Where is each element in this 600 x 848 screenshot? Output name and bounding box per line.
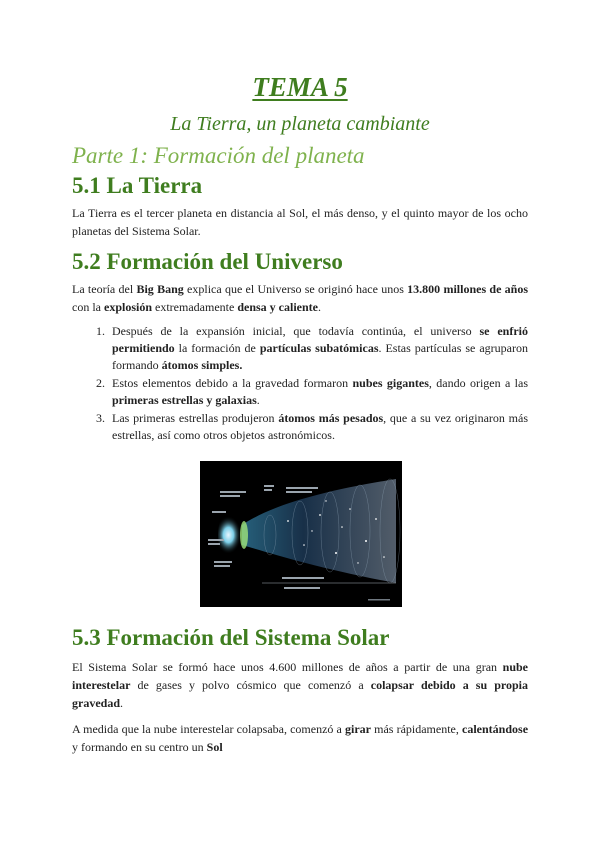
text-run: .: [317, 300, 321, 314]
bold-run: calentándose: [462, 722, 529, 736]
section-2-intro: [72, 280, 528, 316]
bold-run: Sol: [206, 740, 223, 754]
text-run: , que a su vez originaron más estrellas, así como otros objetos astronómicos.: [112, 411, 529, 442]
part-heading: Parte 1: Formación del planeta: [72, 143, 365, 168]
bold-run: átomos simples.: [161, 358, 243, 372]
section-3-paragraph-2: [72, 720, 528, 756]
text-run: Estos elementos debido a la gravedad formaron: [112, 376, 353, 390]
section-1-text: La Tierra es el tercer planeta en distancia al Sol, el más denso, y el quinto mayor de los ocho planetas del Sistema Solar.: [72, 206, 528, 238]
bold-run: girar: [345, 722, 371, 736]
bold-run: átomos más pesados: [278, 411, 384, 425]
bold-run: se enfrió permitiendo: [112, 324, 528, 355]
text-run: , dando origen a las: [428, 376, 528, 390]
text-run: más rápidamente,: [371, 722, 463, 736]
text-run: Después de la expansión inicial, que todavía continúa, el universo: [112, 324, 480, 338]
text-run: de gases y polvo cósmico que comenzó a: [130, 678, 371, 692]
bold-run: Big Bang: [136, 282, 184, 296]
universe-expansion-image: [200, 461, 402, 607]
bold-run: 13.800 millones de años: [407, 282, 529, 296]
text-run: Las primeras estrellas produjeron: [112, 411, 279, 425]
text-run: .: [256, 393, 260, 407]
bold-run: partículas subatómicas: [259, 341, 379, 355]
text-run: A medida que la nube interestelar colapsaba, comenzó a: [72, 722, 345, 736]
bold-run: nubes gigantes: [352, 376, 429, 390]
section-1-title: 5.1 La Tierra: [72, 173, 203, 198]
bold-run: densa y caliente: [237, 300, 318, 314]
text-run: El Sistema Solar se formó hace unos 4.600 millones de años a partir de una gran: [72, 660, 503, 674]
section-3-title: 5.3 Formación del Sistema Solar: [72, 625, 390, 650]
text-run: explica que el Universo se originó hace unos: [183, 282, 408, 296]
page-subtitle: La Tierra, un planeta cambiante: [170, 113, 430, 135]
formation-steps-list: [72, 323, 528, 445]
list-item: [108, 323, 528, 374]
bold-run: colapsar debido a su propia gravedad: [72, 678, 528, 710]
page-title: TEMA 5: [252, 72, 348, 102]
section-3-paragraph-1: [72, 658, 528, 712]
text-run: la formación de: [174, 341, 260, 355]
text-run: .: [120, 696, 123, 710]
text-run: y formando en su centro un: [72, 740, 207, 754]
bold-run: primeras estrellas y galaxias: [112, 393, 257, 407]
universe-expansion-illustration: [200, 461, 402, 607]
text-run: extremadamente: [152, 300, 238, 314]
bold-run: explosión: [104, 300, 153, 314]
text-run: La teoría del: [72, 282, 137, 296]
section-2-title: 5.2 Formación del Universo: [72, 249, 343, 274]
list-item: [108, 375, 528, 409]
list-item: [108, 410, 528, 444]
text-run: con la: [72, 300, 104, 314]
text-run: . Estas partículas se agruparon formando: [112, 341, 528, 372]
bold-run: nube interestelar: [72, 660, 528, 692]
